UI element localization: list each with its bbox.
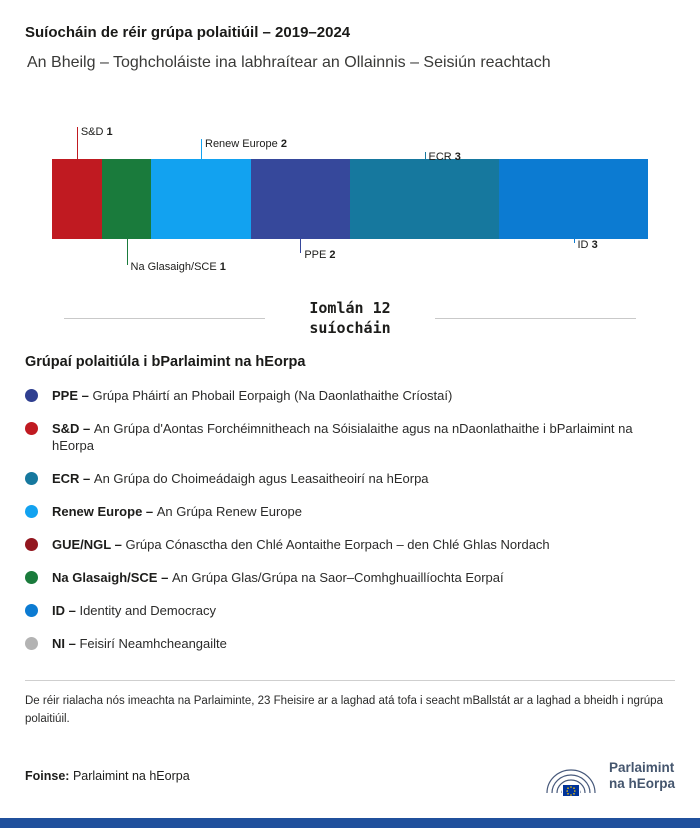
legend-item-text: GUE/NGL – Grúpa Cónasctha den Chlé Aontaithe Eorpach – den Chlé Ghlas Nordach: [52, 537, 550, 552]
bar-segment-ecr[interactable]: [350, 159, 499, 239]
legend-color-dot: [25, 637, 38, 650]
parliament-hemicycle-icon: [542, 753, 600, 799]
legend-item: [25, 470, 670, 487]
legend-color-dot: [25, 571, 38, 584]
logo-text-line1: Parlaimint: [608, 760, 675, 776]
legend-item: [25, 635, 670, 652]
stacked-seat-bar: [52, 159, 648, 239]
source-row: [25, 753, 675, 799]
bar-segment-renew-europe[interactable]: [151, 159, 250, 239]
bar-segment-ppe[interactable]: [251, 159, 350, 239]
segment-label: Na Glasaigh/SCE 1: [130, 261, 226, 273]
total-line1: Iomlán 12: [309, 299, 391, 317]
legend-color-dot: [25, 538, 38, 551]
legend-heading: Grúpaí polaitiúla i bParlaimint na hEorpa: [25, 354, 306, 370]
segment-connector-line: [201, 139, 202, 159]
legend-item: [25, 387, 670, 404]
legend-color-dot: [25, 422, 38, 435]
legend-item: [25, 536, 670, 553]
legend-color-dot: [25, 604, 38, 617]
legend-item: [25, 569, 670, 586]
segment-label: S&D 1: [80, 126, 113, 138]
source-label: Foinse:: [25, 768, 70, 783]
bar-segment-id[interactable]: [499, 159, 648, 239]
source-text: [25, 769, 190, 783]
brand-bottom-bar: [0, 818, 700, 828]
legend-item: [25, 503, 670, 520]
total-right-rule: [435, 318, 636, 319]
legend-item-text: Na Glasaigh/SCE – An Grúpa Glas/Grúpa na Saor–Comhghuaillíochta Eorpaí: [52, 570, 504, 585]
bar-segment-s-d[interactable]: [52, 159, 102, 239]
total-left-rule: [64, 318, 265, 319]
legend-item-text: NI – Feisirí Neamhcheangailte: [52, 636, 227, 651]
total-line2: suíocháin: [309, 318, 391, 337]
page-subtitle: An Bheilg – Toghcholáiste ina labhraítear an Ollainnis – Seisiún reachtach: [27, 54, 551, 71]
footer-note: De réir rialacha nós imeachta na Parlaiminte, 23 Fheisire ar a laghad atá tofa i seacht mBallstát ar a laghad a bheidh i ngrúpa polaitiúil.: [25, 695, 663, 725]
page-title: Suíocháin de réir grúpa polaitiúil – 2019–2024: [25, 24, 351, 41]
logo-text: [609, 760, 675, 791]
legend-item-text: S&D – An Grúpa d'Aontas Forchéimnitheach na Sóisialaithe agus na nDaonlathaithe i bParlaimint na hEorpa: [52, 421, 633, 453]
legend-item: [25, 420, 670, 454]
segment-connector-line: [77, 127, 78, 159]
legend-item-text: PPE – Grúpa Pháirtí an Phobail Eorpaigh (Na Daonlathaithe Críostaí): [52, 388, 453, 403]
segment-label: ECR 3: [428, 151, 461, 163]
segment-label: PPE 2: [304, 249, 336, 261]
total-seats-row: [64, 299, 636, 338]
segment-label: ID 3: [577, 239, 598, 251]
legend-item-text: ECR – An Grúpa do Choimeádaigh agus Leasaitheoirí na hEorpa: [52, 471, 429, 486]
legend-item-text: Renew Europe – An Grúpa Renew Europe: [52, 504, 303, 519]
legend-color-dot: [25, 505, 38, 518]
legend-list: [25, 387, 670, 652]
segment-label: Renew Europe 2: [205, 138, 287, 150]
legend-item: [25, 602, 670, 619]
seat-distribution-chart: [0, 117, 700, 287]
segment-connector-line: [127, 239, 128, 265]
segment-connector-line: [574, 239, 575, 243]
legend-item-text: ID – Identity and Democracy: [52, 603, 217, 618]
logo-text-line2: na hEorpa: [608, 775, 675, 791]
legend-color-dot: [25, 472, 38, 485]
legend-color-dot: [25, 389, 38, 402]
segment-connector-line: [425, 152, 426, 159]
source-value: Parlaimint na hEorpa: [72, 768, 190, 783]
european-parliament-logo: [542, 753, 675, 799]
footer-divider: [25, 680, 675, 681]
segment-connector-line: [300, 239, 301, 253]
total-seats-text: [309, 299, 390, 338]
eu-flag-icon: [562, 784, 579, 796]
bar-segment-na-glasaigh-sce[interactable]: [102, 159, 152, 239]
